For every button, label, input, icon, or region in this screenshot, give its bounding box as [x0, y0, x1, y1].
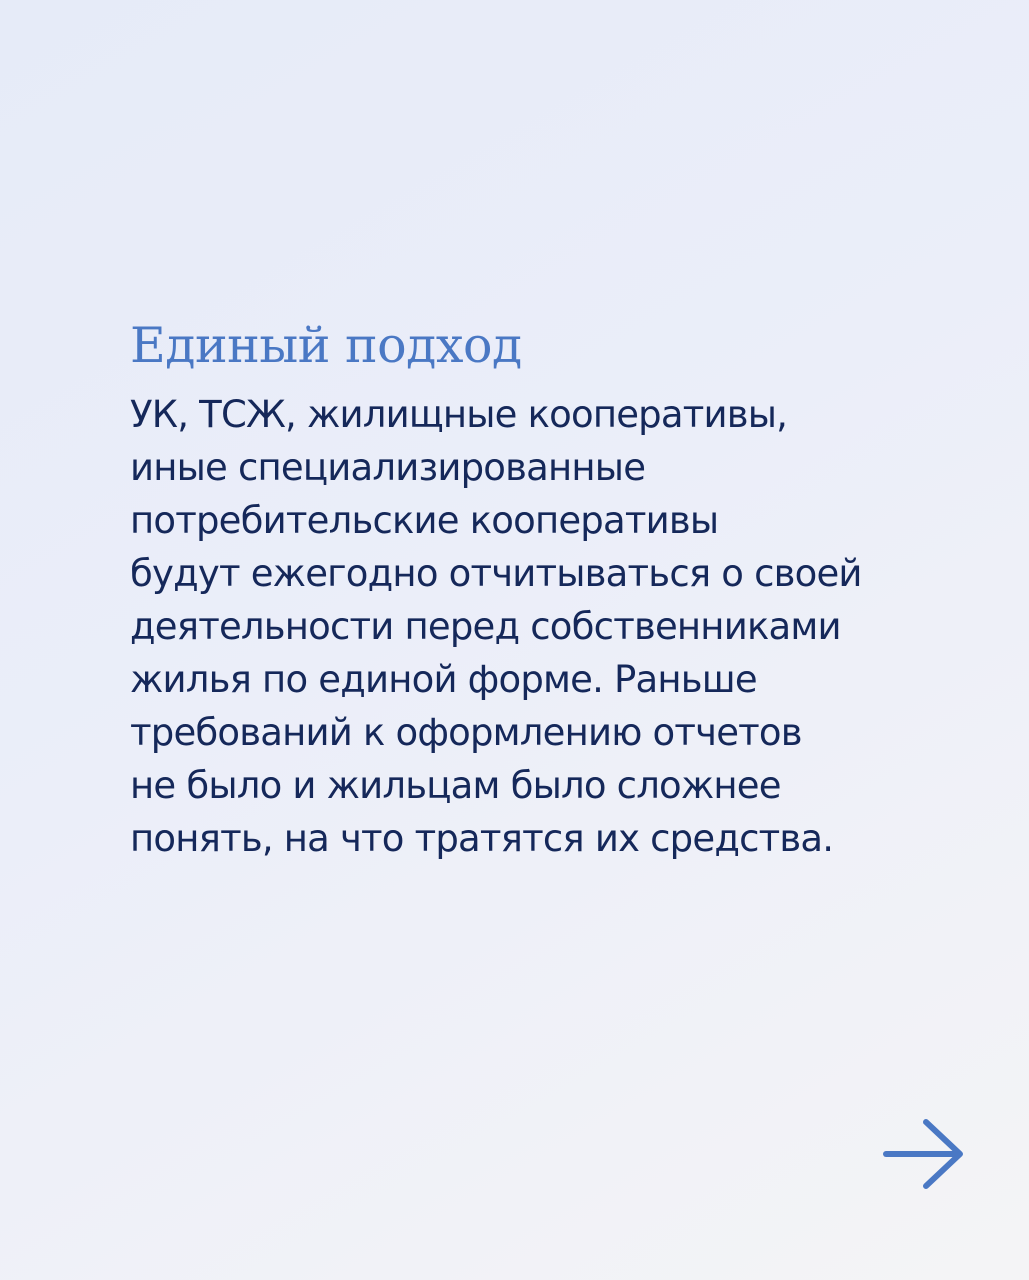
body-line: требований к оформлению отчетов	[130, 711, 802, 754]
body-line: будут ежегодно отчитываться о своей	[130, 552, 862, 595]
content-card	[130, 312, 950, 865]
next-slide-button[interactable]	[880, 1114, 970, 1194]
slide-title: Единый подход	[130, 317, 522, 374]
body-line: жилья по единой форме. Раньше	[130, 658, 757, 701]
arrow-right-icon	[880, 1114, 970, 1194]
body-line: УК, ТСЖ, жилищные кооперативы,	[130, 393, 788, 436]
body-line: не было и жильцам было сложнее	[130, 764, 781, 807]
slide-body	[130, 388, 950, 865]
body-line: потребительские кооперативы	[130, 499, 719, 542]
body-line: понять, на что тратятся их средства.	[130, 817, 834, 860]
body-line: деятельности перед собственниками	[130, 605, 841, 648]
body-line: иные специализированные	[130, 446, 646, 489]
